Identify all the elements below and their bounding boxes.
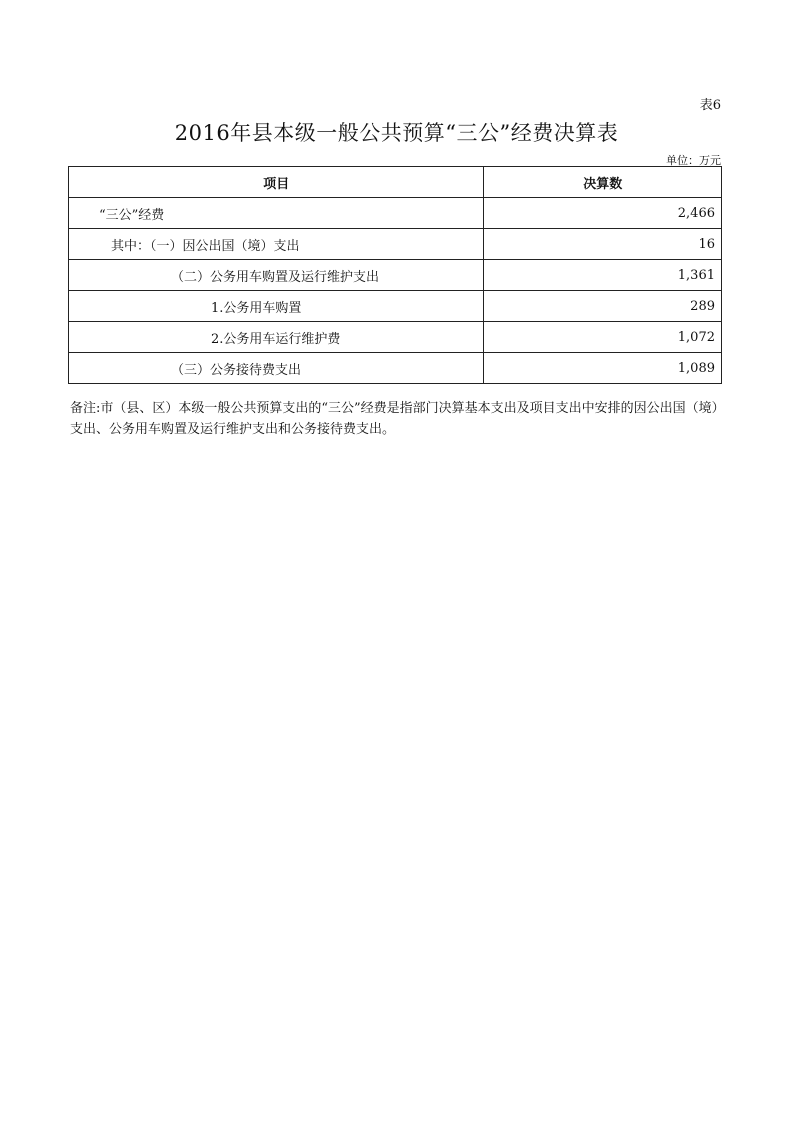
page-title: 2016年县本级一般公共预算“三公”经费决算表 — [174, 121, 619, 145]
unit-label: 单位：万元 — [666, 154, 721, 167]
header-item: 项目 — [69, 167, 484, 198]
row-value: 2,466 — [484, 198, 722, 229]
table-row — [69, 353, 722, 384]
expense-table — [68, 166, 722, 384]
header-value: 决算数 — [484, 167, 722, 198]
table-row — [69, 260, 722, 291]
table-row — [69, 229, 722, 260]
table-row — [69, 322, 722, 353]
row-value: 1,072 — [484, 322, 722, 353]
row-value: 289 — [484, 291, 722, 322]
row-item-label: 2.公务用车运行维护费 — [69, 322, 484, 353]
row-value: 1,089 — [484, 353, 722, 384]
row-item-label: “三公”经费 — [69, 198, 484, 229]
row-item-label: （三）公务接待费支出 — [69, 353, 484, 384]
row-item-label: （二）公务用车购置及运行维护支出 — [69, 260, 484, 291]
row-value: 16 — [484, 229, 722, 260]
row-item-label: 其中：（一）因公出国（境）支出 — [69, 229, 484, 260]
table-row — [69, 198, 722, 229]
table-number: 表6 — [699, 98, 721, 113]
table-row — [69, 291, 722, 322]
row-value: 1,361 — [484, 260, 722, 291]
row-item-label: 1.公务用车购置 — [69, 291, 484, 322]
footnote: 备注:市（县、区）本级一般公共预算支出的“三公”经费是指部门决算基本支出及项目支出中安排的因公出国（境）支出、公务用车购置及运行维护支出和公务接待费支出。 — [70, 401, 725, 437]
table-header-row — [69, 167, 722, 198]
